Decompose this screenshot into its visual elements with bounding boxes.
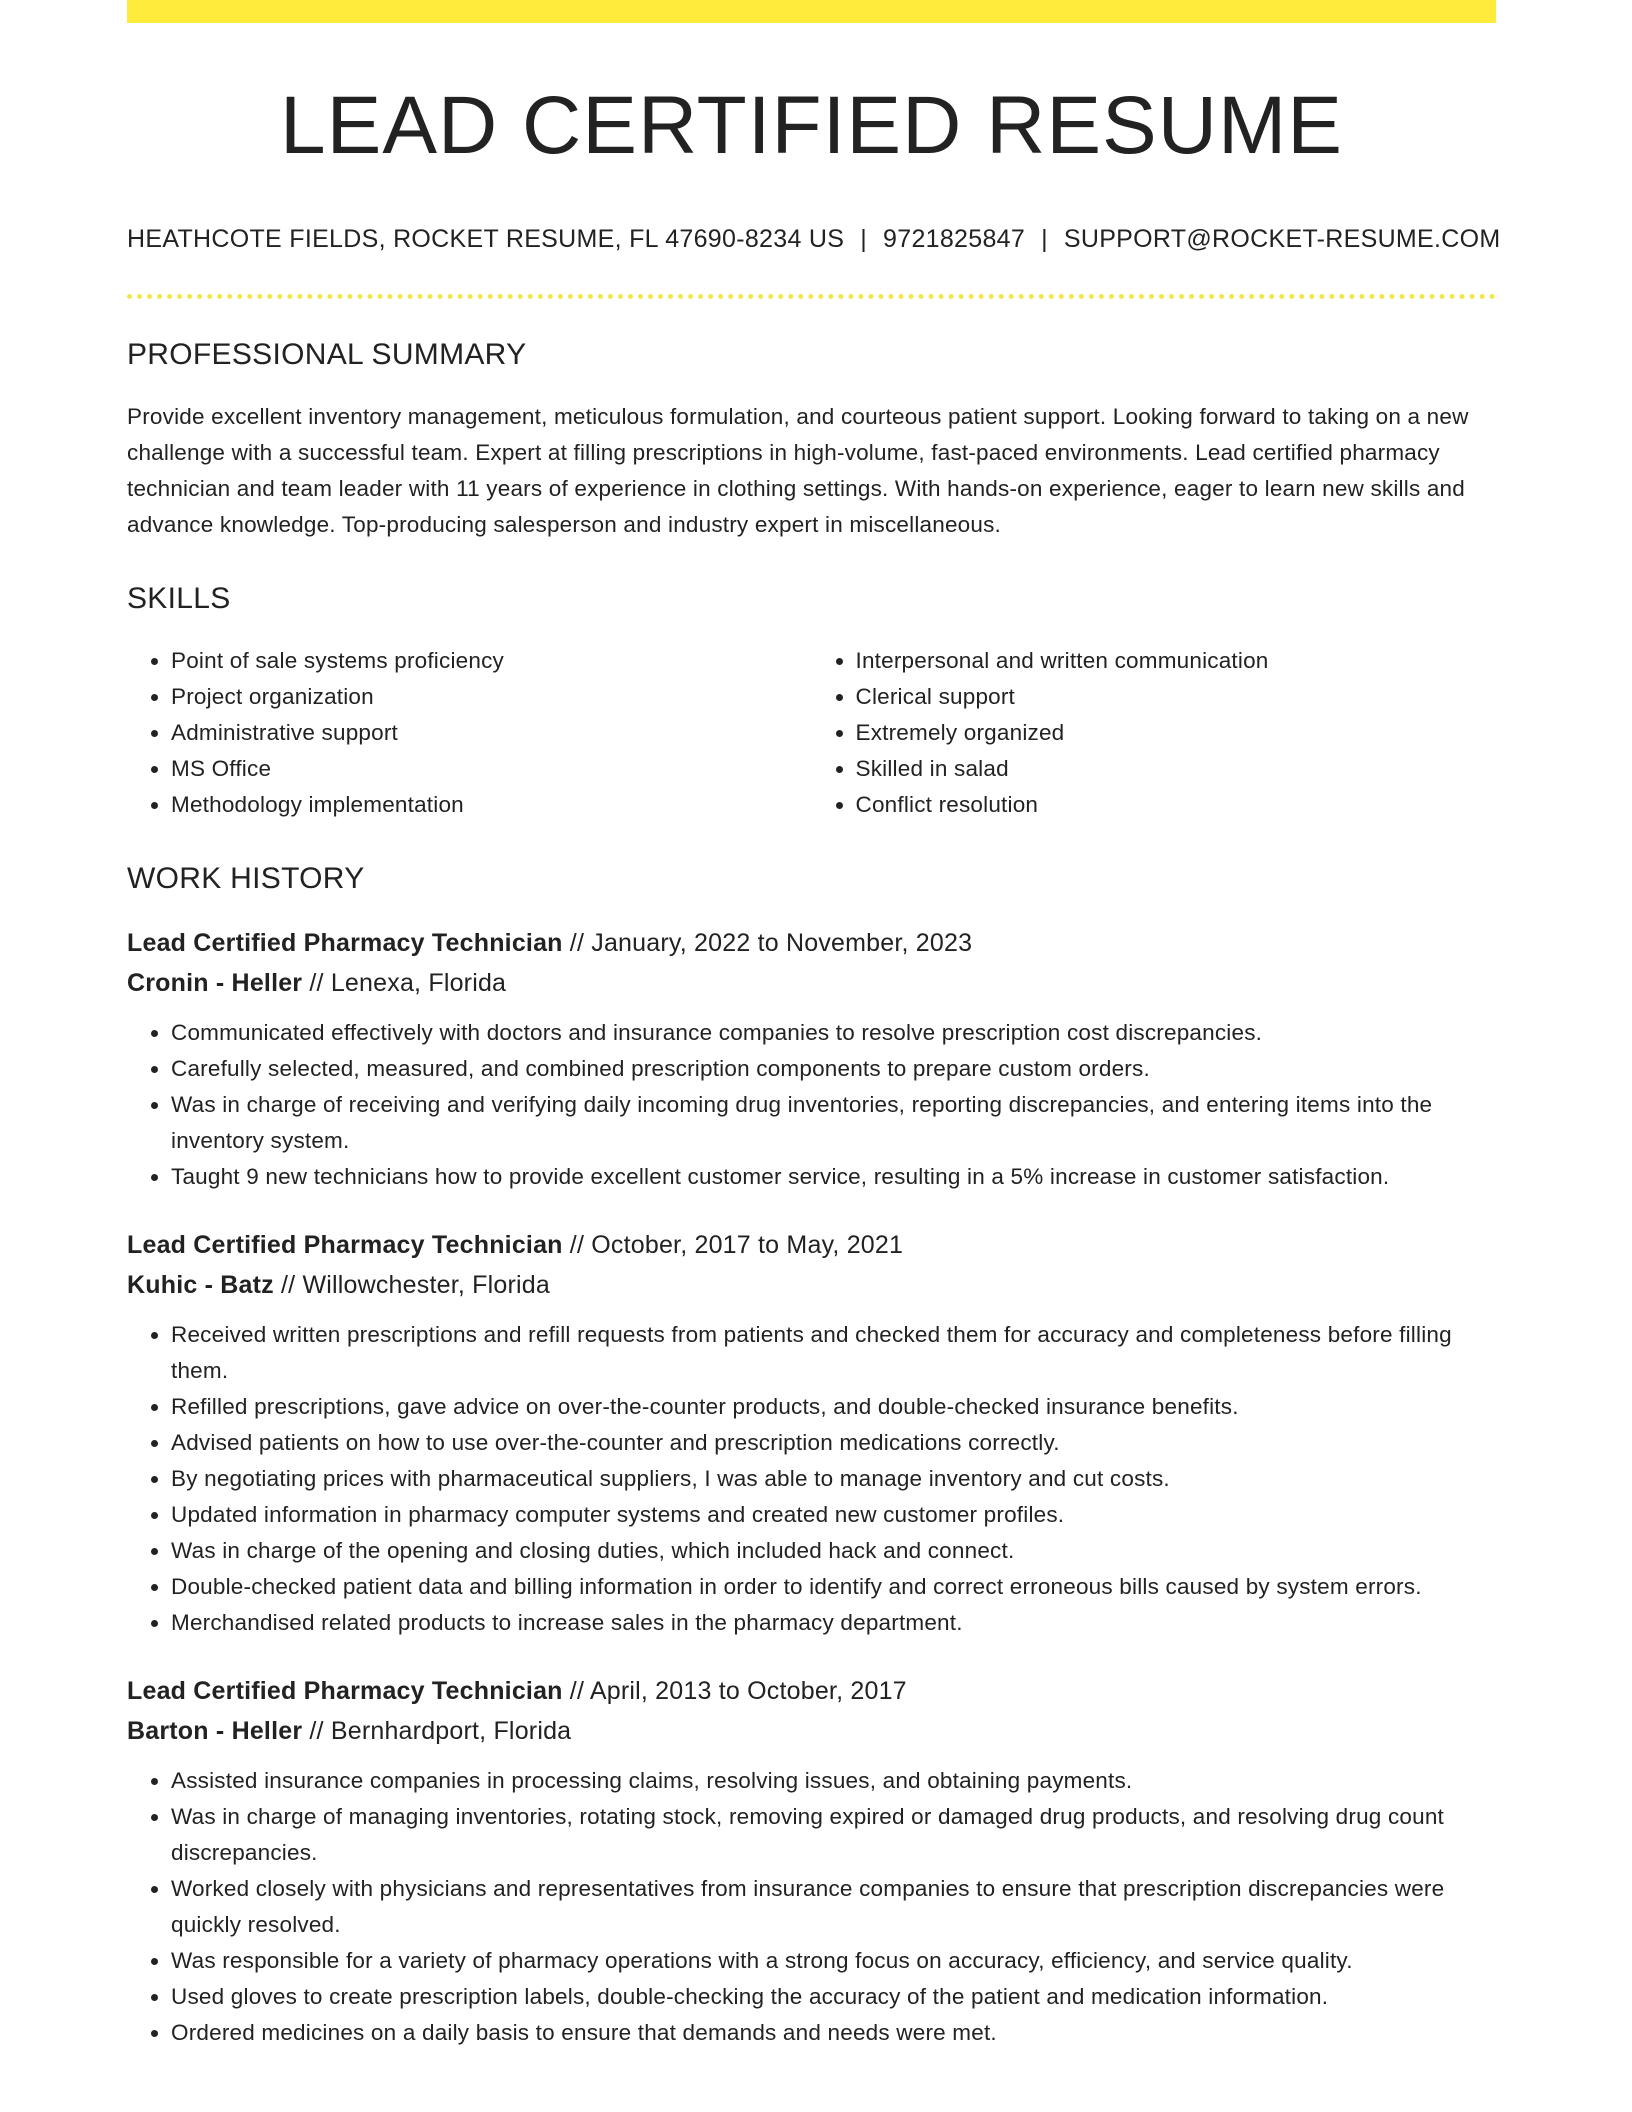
- contact-line: [127, 225, 1501, 254]
- job-bullets: [127, 1015, 1496, 1195]
- skill-item: • Interpersonal and written communication: [856, 643, 1497, 679]
- resume-content: [127, 23, 1501, 2051]
- job-bullet: • Was responsible for a variety of pharmacy operations with a strong focus on accuracy, efficiency, and service quality.: [171, 1943, 1496, 1979]
- job-bullet: • Ordered medicines on a daily basis to ensure that demands and needs were met.: [171, 2015, 1496, 2051]
- job-bullet: • By negotiating prices with pharmaceutical suppliers, I was able to manage inventory and cut costs.: [171, 1461, 1496, 1497]
- contact-phone: 9721825847: [883, 225, 1026, 254]
- skills-column-left: [127, 643, 812, 823]
- job-title: Lead Certified Pharmacy Technician: [127, 1231, 563, 1260]
- skills-heading: SKILLS: [127, 582, 231, 616]
- job-dates: // October, 2017 to May, 2021: [562, 1231, 904, 1260]
- job-bullet: • Double-checked patient data and billing information in order to identify and correct erroneous bills caused by system errors.: [171, 1569, 1496, 1605]
- job-bullet: • Advised patients on how to use over-the-counter and prescription medications correctly.: [171, 1425, 1496, 1461]
- job-bullet: • Worked closely with physicians and representatives from insurance companies to ensure that prescription discrepancies were quickly resolved.: [171, 1871, 1496, 1943]
- skill-item: • MS Office: [171, 751, 812, 787]
- job-bullet: • Was in charge of managing inventories, rotating stock, removing expired or damaged drug products, and resolving drug count discrepancies.: [171, 1799, 1496, 1871]
- skill-item: • Clerical support: [856, 679, 1497, 715]
- skill-item: • Methodology implementation: [171, 787, 812, 823]
- work-history-heading: WORK HISTORY: [127, 862, 365, 896]
- job-location: // Lenexa, Florida: [302, 969, 507, 998]
- job-bullet: • Used gloves to create prescription labels, double-checking the accuracy of the patient and medication information.: [171, 1979, 1496, 2015]
- accent-bar: [127, 0, 1496, 23]
- job-bullet: • Carefully selected, measured, and combined prescription components to prepare custom orders.: [171, 1051, 1496, 1087]
- job-bullet: • Refilled prescriptions, gave advice on over-the-counter products, and double-checked insurance benefits.: [171, 1389, 1496, 1425]
- job-title-line: [127, 923, 1496, 963]
- job-company-line: [127, 963, 1496, 1003]
- skill-item: • Point of sale systems proficiency: [171, 643, 812, 679]
- skills-column-right: [812, 643, 1497, 823]
- job-entry: [127, 1671, 1496, 2051]
- skill-item: • Extremely organized: [856, 715, 1497, 751]
- job-title-line: [127, 1225, 1496, 1265]
- job-company-line: [127, 1265, 1496, 1305]
- skill-item: • Conflict resolution: [856, 787, 1497, 823]
- job-title: Lead Certified Pharmacy Technician: [127, 1677, 563, 1706]
- job-entry: [127, 1225, 1496, 1641]
- summary-text: Provide excellent inventory management, meticulous formulation, and courteous patient support. Looking forward to taking on a new challenge with a successful team. Expert at filling prescriptions in high-volume, fast-paced environments. Lead certified pharmacy technician and team leader with 11 years of experience in clothing settings. With hands-on experience, eager to learn new skills and advance knowledge. Top-producing salesperson and industry expert in miscellaneous.: [127, 404, 1469, 538]
- job-bullet: • Updated information in pharmacy computer systems and created new customer profiles.: [171, 1497, 1496, 1533]
- contact-separator: |: [1041, 225, 1048, 254]
- job-bullet: • Taught 9 new technicians how to provide excellent customer service, resulting in a 5% increase in customer satisfaction.: [171, 1159, 1496, 1195]
- contact-separator: |: [860, 225, 868, 254]
- job-location: // Bernhardport, Florida: [302, 1717, 572, 1746]
- summary-heading: PROFESSIONAL SUMMARY: [127, 338, 527, 372]
- job-bullet: • Communicated effectively with doctors and insurance companies to resolve prescription cost discrepancies.: [171, 1015, 1496, 1051]
- header-divider: [127, 294, 1496, 299]
- job-dates: // January, 2022 to November, 2023: [562, 929, 973, 958]
- skill-item: • Skilled in salad: [856, 751, 1497, 787]
- job-bullets: [127, 1317, 1496, 1641]
- job-company: Kuhic - Batz: [127, 1271, 274, 1300]
- job-dates: // April, 2013 to October, 2017: [562, 1677, 907, 1706]
- job-bullets: [127, 1763, 1496, 2051]
- job-company: Cronin - Heller: [127, 969, 303, 998]
- job-bullet: • Merchandised related products to increase sales in the pharmacy department.: [171, 1605, 1496, 1641]
- job-bullet: • Was in charge of the opening and closing duties, which included hack and connect.: [171, 1533, 1496, 1569]
- contact-address: HEATHCOTE FIELDS, ROCKET RESUME, FL 47690-8234 US: [127, 225, 845, 254]
- skill-item: • Administrative support: [171, 715, 812, 751]
- job-entry: [127, 923, 1496, 1195]
- job-bullet: • Assisted insurance companies in processing claims, resolving issues, and obtaining payments.: [171, 1763, 1496, 1799]
- job-bullet: • Was in charge of receiving and verifying daily incoming drug inventories, reporting discrepancies, and entering items into the inventory system.: [171, 1087, 1496, 1159]
- job-company: Barton - Heller: [127, 1717, 303, 1746]
- job-title: Lead Certified Pharmacy Technician: [127, 929, 563, 958]
- job-bullet: • Received written prescriptions and refill requests from patients and checked them for accuracy and completeness before filling them.: [171, 1317, 1496, 1389]
- skill-item: • Project organization: [171, 679, 812, 715]
- skills-list: [127, 643, 1496, 823]
- job-location: // Willowchester, Florida: [273, 1271, 550, 1300]
- contact-email: SUPPORT@ROCKET-RESUME.COM: [1063, 225, 1501, 254]
- job-title-line: [127, 1671, 1496, 1711]
- job-company-line: [127, 1711, 1496, 1751]
- resume-name: LEAD CERTIFIED RESUME: [280, 80, 1343, 171]
